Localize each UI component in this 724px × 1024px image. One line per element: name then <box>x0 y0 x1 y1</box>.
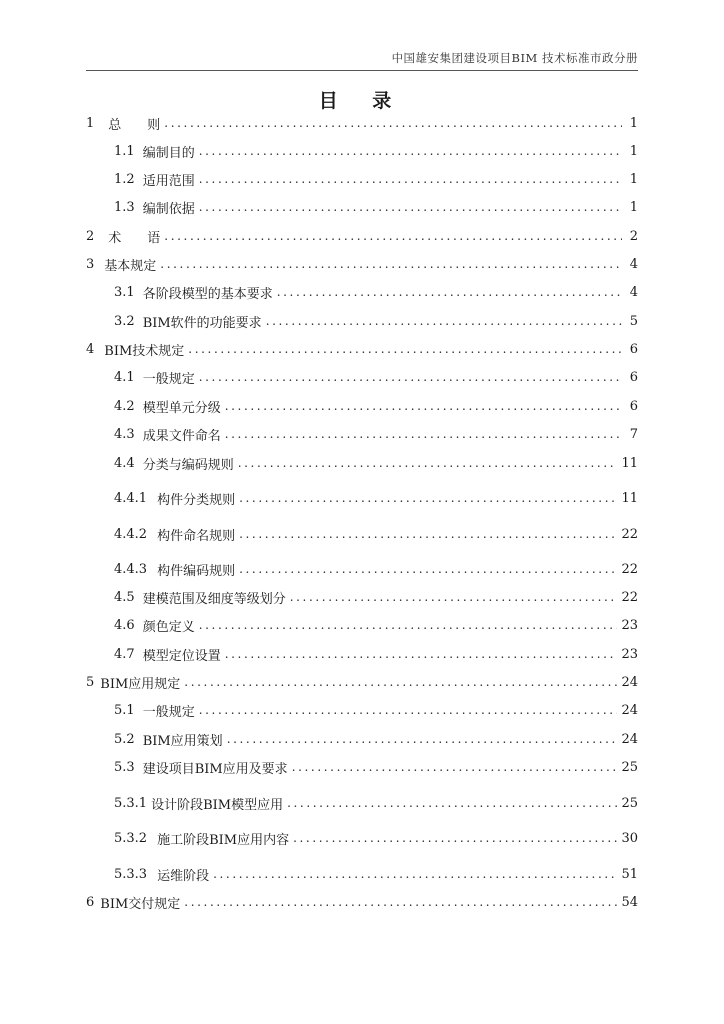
toc-entry[interactable] <box>86 282 638 302</box>
toc-entry-title: 总 则 <box>108 117 161 133</box>
toc-entry-page: 4 <box>629 256 638 272</box>
toc-entry-page: 6 <box>629 398 638 414</box>
dot-leader <box>290 587 618 607</box>
toc-entry-title: 一般规定 <box>142 704 195 720</box>
toc-entry[interactable] <box>86 757 638 777</box>
toc-entry-number: 3 <box>86 256 95 272</box>
toc-entry-number: 4.1 <box>114 369 135 385</box>
toc-entry-page: 2 <box>629 228 638 244</box>
toc-entry[interactable] <box>86 311 638 331</box>
toc-entry[interactable] <box>86 396 638 416</box>
toc-entry-number: 4.7 <box>114 646 135 662</box>
toc-entry-title: 模型单元分级 <box>142 400 221 416</box>
toc-entry-title: 编制目的 <box>142 145 195 161</box>
dot-leader <box>293 828 617 848</box>
toc-entry-page: 23 <box>621 646 638 662</box>
toc-entry-page: 23 <box>621 617 638 633</box>
toc-entry-page: 30 <box>621 830 638 846</box>
dot-leader <box>199 367 622 387</box>
toc-entry[interactable] <box>86 141 638 161</box>
toc-entry[interactable] <box>86 453 638 473</box>
toc-entry-number: 1 <box>86 115 95 131</box>
toc-entry-title: 各阶段模型的基本要求 <box>142 286 273 302</box>
dot-leader <box>199 700 618 720</box>
toc-entry[interactable] <box>86 615 638 635</box>
toc-entry-page: 7 <box>629 426 638 442</box>
toc-entry-page: 54 <box>621 894 638 910</box>
toc-entry-title: BIM软件的功能要求 <box>142 315 262 331</box>
dot-leader <box>292 757 618 777</box>
dot-leader <box>277 282 622 302</box>
toc-entry[interactable] <box>86 169 638 189</box>
toc-entry-number: 4.4.3 <box>114 561 148 577</box>
header-divider <box>86 70 638 71</box>
toc-entry-page: 24 <box>621 702 638 718</box>
toc-entry-number: 1.2 <box>114 171 135 187</box>
toc-entry-number: 5 <box>86 674 95 690</box>
dot-leader <box>164 113 622 133</box>
toc-entry[interactable] <box>86 672 638 692</box>
toc-entry[interactable] <box>86 793 638 813</box>
toc-entry-page: 25 <box>621 759 638 775</box>
toc-entry-number: 4.3 <box>114 426 135 442</box>
toc-entry-title: 编制依据 <box>142 201 195 217</box>
dot-leader <box>199 169 622 189</box>
dot-leader <box>213 864 617 884</box>
running-header: 中国雄安集团建设项目BIM 技术标准市政分册 <box>391 51 638 65</box>
dot-leader <box>225 424 622 444</box>
toc-entry-title: 构件分类规则 <box>157 492 236 508</box>
dot-leader <box>225 396 622 416</box>
toc-entry-page: 6 <box>629 341 638 357</box>
toc-entry[interactable] <box>86 488 638 508</box>
toc-entry-number: 5.2 <box>114 731 135 747</box>
toc-entry[interactable] <box>86 226 638 246</box>
toc-entry-number: 4.4.2 <box>114 526 148 542</box>
toc-entry-title: 基本规定 <box>104 258 157 274</box>
toc-entry-page: 4 <box>629 284 638 300</box>
toc-entry-page: 5 <box>629 313 638 329</box>
toc-entry-number: 4.6 <box>114 617 135 633</box>
toc-entry-number: 5.3 <box>114 759 135 775</box>
toc-entry-title: 适用范围 <box>142 173 195 189</box>
toc-entry[interactable] <box>86 113 638 133</box>
toc-entry-page: 22 <box>621 526 638 542</box>
toc-entry-title: 构件命名规则 <box>157 528 236 544</box>
toc-entry-number: 6 <box>86 894 95 910</box>
toc-entry-number: 4 <box>86 341 95 357</box>
dot-leader <box>239 524 617 544</box>
toc-entry-title: BIM技术规定 <box>104 343 185 359</box>
dot-leader <box>199 141 622 161</box>
dot-leader <box>160 254 622 274</box>
toc-entry-page: 1 <box>629 115 638 131</box>
dot-leader <box>184 892 617 912</box>
toc-entry[interactable] <box>86 424 638 444</box>
toc-entry-title: 一般规定 <box>142 371 195 387</box>
toc-entry-number: 5.1 <box>114 702 135 718</box>
toc-entry-number: 4.4 <box>114 455 135 471</box>
toc-entry-number: 2 <box>86 228 95 244</box>
toc-entry-title: BIM交付规定 <box>100 896 181 912</box>
toc-entry-page: 11 <box>621 455 638 471</box>
toc-entry-page: 22 <box>621 589 638 605</box>
toc-entry-number: 1.1 <box>114 143 135 159</box>
toc-entry-page: 1 <box>629 199 638 215</box>
toc-entry-number: 4.2 <box>114 398 135 414</box>
toc-entry-title: 建设项目BIM应用及要求 <box>142 761 288 777</box>
toc-entry[interactable] <box>86 559 638 579</box>
toc-entry-title: 分类与编码规则 <box>142 457 234 473</box>
toc-entry-page: 25 <box>621 795 638 811</box>
toc-entry[interactable] <box>86 197 638 217</box>
dot-leader <box>199 615 618 635</box>
dot-leader <box>266 311 622 331</box>
dot-leader <box>287 793 617 813</box>
toc-entry-number: 5.3.2 <box>114 830 148 846</box>
toc-entry-title: 运维阶段 <box>157 868 210 884</box>
dot-leader <box>199 197 622 217</box>
toc-entry-page: 22 <box>621 561 638 577</box>
toc-entry-title: 构件编码规则 <box>157 563 236 579</box>
toc-entry-page: 1 <box>629 171 638 187</box>
toc-entry[interactable] <box>86 587 638 607</box>
dot-leader <box>225 644 618 664</box>
dot-leader <box>164 226 622 246</box>
toc-entry-page: 24 <box>621 674 638 690</box>
dot-leader <box>239 559 617 579</box>
toc-entry[interactable] <box>86 524 638 544</box>
toc-entry-number: 4.4.1 <box>114 490 148 506</box>
dot-leader <box>184 672 617 692</box>
toc-entry[interactable] <box>86 892 638 912</box>
toc-entry[interactable] <box>86 254 638 274</box>
dot-leader <box>239 488 617 508</box>
toc-entry-number: 3.1 <box>114 284 135 300</box>
toc-entry-page: 51 <box>621 866 638 882</box>
toc-entry-number: 1.3 <box>114 199 135 215</box>
page-title: 目 录 <box>318 90 406 112</box>
toc-entry-title: 成果文件命名 <box>142 428 221 444</box>
toc-entry-page: 1 <box>629 143 638 159</box>
toc-entry[interactable] <box>86 700 638 720</box>
toc-entry[interactable] <box>86 339 638 359</box>
dot-leader <box>188 339 622 359</box>
toc-entry-title: 设计阶段BIM模型应用 <box>151 797 284 813</box>
toc-entry-page: 24 <box>621 731 638 747</box>
dot-leader <box>238 453 618 473</box>
toc-entry[interactable] <box>86 367 638 387</box>
toc-entry-title: 施工阶段BIM应用内容 <box>157 832 290 848</box>
toc-entry[interactable] <box>86 864 638 884</box>
toc-entry-page: 11 <box>621 490 638 506</box>
toc-entry[interactable] <box>86 729 638 749</box>
toc-entry-title: 建模范围及细度等级划分 <box>142 591 286 607</box>
toc-entry-title: 模型定位设置 <box>142 648 221 664</box>
toc-entry-number: 5.3.1 <box>114 795 148 811</box>
toc-entry-title: 颜色定义 <box>142 619 195 635</box>
toc-entry-title: BIM应用策划 <box>142 733 223 749</box>
toc-entry-page: 6 <box>629 369 638 385</box>
dot-leader <box>227 729 618 749</box>
toc-entry[interactable] <box>86 828 638 848</box>
toc-entry-number: 3.2 <box>114 313 135 329</box>
toc-entry-number: 4.5 <box>114 589 135 605</box>
toc-entry-number: 5.3.3 <box>114 866 148 882</box>
toc-entry-title: 术 语 <box>108 230 161 246</box>
toc-entry-title: BIM应用规定 <box>100 676 181 692</box>
toc-entry[interactable] <box>86 644 638 664</box>
